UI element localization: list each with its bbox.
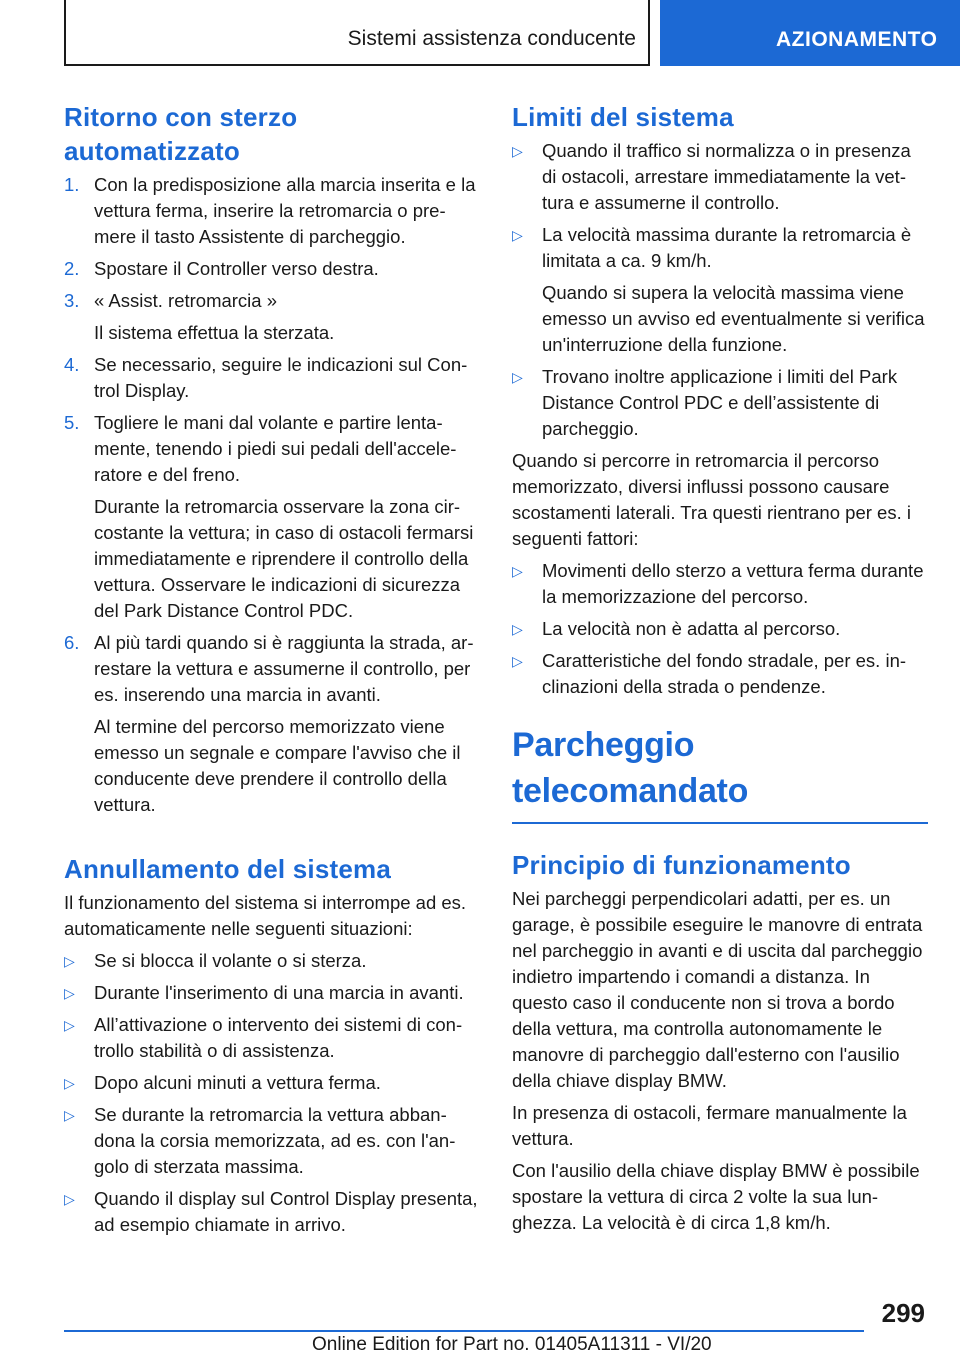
section-paragraph: Con l'ausilio della chiave display BMW è possibile spostare la vettura di circa 2 volte la sua lunghezza. La velocità è di circa 1,8 km/h.: [512, 1160, 920, 1233]
bullet-item: [512, 648, 928, 700]
step-item: [64, 288, 480, 346]
triangle-bullet-icon: ▷: [64, 1075, 75, 1091]
section-title-principio: Principio di funzionamento: [512, 850, 851, 880]
triangle-bullet-icon: ▷: [64, 1017, 75, 1033]
bullet-text: Dopo alcuni minuti a vettura ferma.: [94, 1072, 381, 1093]
right-column: [512, 100, 928, 1242]
bullet-text: Se durante la retromarcia la vettura abbandona la corsia memorizzata, ad es. con l'angolo di sterzata massima.: [94, 1104, 456, 1177]
header-section-box: [64, 0, 650, 66]
section-title-limiti: Limiti del sistema: [512, 102, 734, 132]
triangle-bullet-icon: ▷: [512, 563, 523, 579]
step-item: [64, 630, 480, 818]
triangle-bullet-icon: ▷: [64, 953, 75, 969]
step-text: Spostare il Controller verso destra.: [94, 258, 379, 279]
triangle-bullet-icon: ▷: [512, 653, 523, 669]
step-item: [64, 172, 480, 250]
bullet-item: [512, 616, 928, 642]
step-item: [64, 352, 480, 404]
step-number: 1.: [64, 174, 80, 195]
step-subtext: Al termine del percorso memorizzato viene emesso un segnale e compare l'avviso che il conducente deve prendere il controllo della vettura.: [94, 716, 461, 815]
bullet-item: [64, 1186, 480, 1238]
step-subtext: Durante la retromarcia osservare la zona circostante la vettura; in caso di ostacoli fermarsi immediatamente e riprendere il controllo della vettura. Osservare le indicazioni di sicurezza del Park Distance Control PDC.: [94, 496, 474, 621]
section-title-ritorno: Ritorno con sterzo automatizzato: [64, 102, 298, 166]
bullet-text: La velocità massima durante la retromarcia è limitata a ca. 9 km/h.: [542, 224, 912, 271]
bullet-subtext: Quando si supera la velocità massima viene emesso un avviso ed eventualmente si verifica un'interruzione della funzione.: [542, 282, 925, 355]
bullet-item: [512, 364, 928, 442]
header-chapter-title: AZIONAMENTO: [776, 28, 938, 51]
bullet-text: Durante l'inserimento di una marcia in avanti.: [94, 982, 464, 1003]
bullet-text: Se si blocca il volante o si sterza.: [94, 950, 367, 971]
bullet-item: [64, 1070, 480, 1096]
steps-list: [64, 172, 480, 818]
page-number: 299: [881, 1298, 925, 1328]
bullet-text: La velocità non è adatta al percorso.: [542, 618, 841, 639]
bullet-item: [512, 222, 928, 358]
step-number: 4.: [64, 354, 80, 375]
triangle-bullet-icon: ▷: [512, 143, 523, 159]
triangle-bullet-icon: ▷: [64, 1107, 75, 1123]
header-chapter-tab: [660, 0, 960, 66]
step-subtext: Il sistema effettua la sterzata.: [94, 322, 335, 343]
step-text: Al più tardi quando si è raggiunta la strada, arrestare la vettura e assumerne il controllo, per es. inserendo una marcia in avanti.: [94, 632, 474, 705]
section-paragraph: Quando si percorre in retromarcia il percorso memorizzato, diversi influssi possono causare scostamenti laterali. Tra questi rientrano per es. i seguenti fattori:: [512, 450, 911, 549]
step-text: Togliere le mani dal volante e partire lentamente, tenendo i piedi sui pedali dell'acceleratore e del freno.: [94, 412, 457, 485]
section-title-annullamento: Annullamento del sistema: [64, 854, 391, 884]
bullet-list: [64, 948, 480, 1238]
section-intro: Il funzionamento del sistema si interrompe ad es. automaticamente nelle seguenti situazioni:: [64, 892, 467, 939]
footer-divider: [64, 1330, 864, 1332]
bullet-item: [64, 1102, 480, 1180]
bullet-text: Quando il traffico si normalizza o in presenza di ostacoli, arrestare immediatamente la vettura e assumerne il controllo.: [542, 140, 911, 213]
step-text: Con la predisposizione alla marcia inserita e la vettura ferma, inserire la retromarcia o premere il tasto Assistente di parcheggio.: [94, 174, 476, 247]
step-number: 3.: [64, 290, 80, 311]
triangle-bullet-icon: ▷: [512, 227, 523, 243]
section-paragraph: In presenza di ostacoli, fermare manualmente la vettura.: [512, 1102, 907, 1149]
bullet-item: [64, 1012, 480, 1064]
chapter-title-parcheggio: Parcheggio telecomandato: [512, 722, 928, 824]
left-column: [64, 100, 480, 1244]
step-number: 2.: [64, 258, 80, 279]
triangle-bullet-icon: ▷: [512, 369, 523, 385]
bullet-item: [512, 558, 928, 610]
step-text: Se necessario, seguire le indicazioni sul Control Display.: [94, 354, 468, 401]
triangle-bullet-icon: ▷: [512, 621, 523, 637]
bullet-text: Quando il display sul Control Display presenta, ad esempio chiamate in arrivo.: [94, 1188, 478, 1235]
bullet-text: Trovano inoltre applicazione i limiti del Park Distance Control PDC e dell’assistente di parcheggio.: [542, 366, 898, 439]
bullet-list: [512, 138, 928, 442]
step-number: 5.: [64, 412, 80, 433]
triangle-bullet-icon: ▷: [64, 985, 75, 1001]
footer-edition: Online Edition for Part no. 01405A11311 - VI/20: [312, 1334, 712, 1355]
bullet-text: Caratteristiche del fondo stradale, per es. inclinazioni della strada o pendenze.: [542, 650, 907, 697]
bullet-item: [512, 138, 928, 216]
triangle-bullet-icon: ▷: [64, 1191, 75, 1207]
section-paragraph: Nei parcheggi perpendicolari adatti, per es. un garage, è possibile eseguire le manovre di entrata nel parcheggio in avanti e di uscita dal parcheggio indietro impartendo i comandi a distanza. In questo caso il conducente non si trova a bordo della vettura, ma controlla autonomamente le manovre di parcheggio dall'esterno con l'ausilio della chiave display BMW.: [512, 888, 923, 1091]
bullet-item: [64, 980, 480, 1006]
bullet-text: All’attivazione o intervento dei sistemi di controllo stabilità o di assistenza.: [94, 1014, 463, 1061]
step-text: « Assist. retromarcia »: [94, 290, 278, 311]
step-item: [64, 256, 480, 282]
bullet-text: Movimenti dello sterzo a vettura ferma durante la memorizzazione del percorso.: [542, 560, 924, 607]
step-item: [64, 410, 480, 624]
step-number: 6.: [64, 632, 80, 653]
bullet-item: [64, 948, 480, 974]
bullet-list: [512, 558, 928, 700]
page-header: [0, 0, 960, 66]
header-section-title: Sistemi assistenza conducente: [347, 27, 636, 50]
